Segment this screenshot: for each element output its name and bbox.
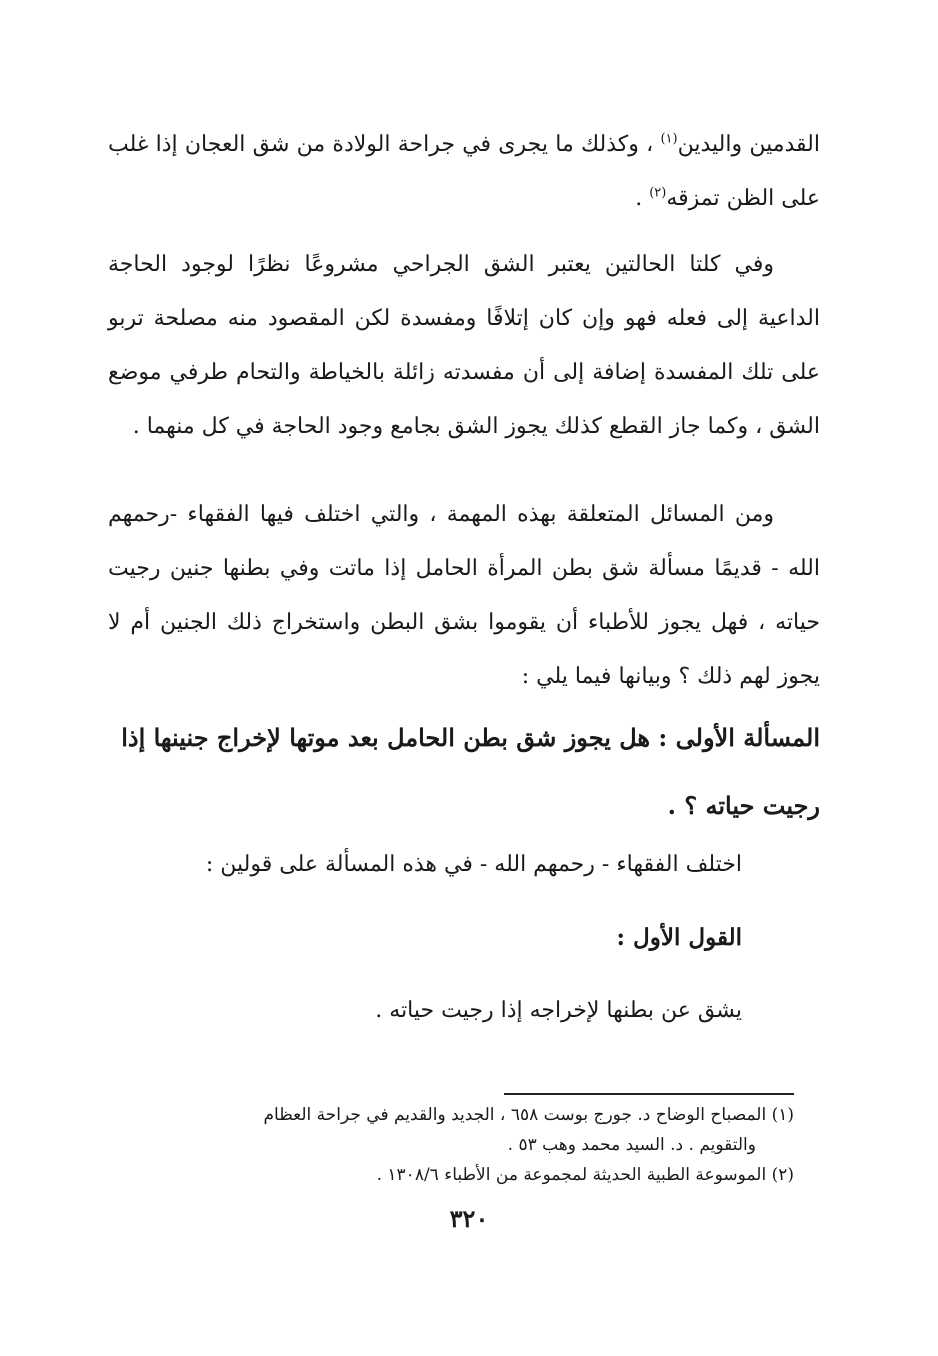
paragraph-2: وفي كلتا الحالتين يعتبر الشق الجراحي مشروعًا نظرًا لوجود الحاجة الداعية إلى فعله فهو وإن كان إتلافًا ومفسدة لكن المقصود منه مصلحة تربو على تلك المفسدة إضافة إلى أن مفسدته زائلة بالخياطة والتحام طرفي موضع الشق ، وكما جاز القطع كذلك يجوز الشق بجامع وجود الحاجة في كل منهما . <box>108 252 820 439</box>
section-heading: المسألة الأولى : هل يجوز شق بطن الحامل بعد موتها لإخراج جنينها إذا رجيت حياته ؟ . <box>121 723 820 820</box>
footnote-1-line-2: والتقويم . د. السيد محمد وهب ٥٣ . <box>507 1135 756 1155</box>
first-opinion-text: يشق عن بطنها لإخراجه إذا رجيت حياته . <box>375 998 742 1023</box>
page-number: ٣٢٠ <box>449 1204 489 1233</box>
footnote-2: (٢) الموسوعة الطبية الحديثة لمجموعة من الأطباء ١٣٠٨/٦ . <box>376 1165 794 1185</box>
footnote-ref-2: (٢) <box>649 185 667 201</box>
first-opinion-title: القول الأول : <box>616 924 742 951</box>
disagreement-line: اختلف الفقهاء - رحمهم الله - في هذه المسألة على قولين : <box>205 852 742 877</box>
footnote-1-line-1: (١) المصباح الوضاح د. جورج بوست ٦٥٨ ، الجديد والقديم في جراحة العظام <box>263 1105 794 1125</box>
footnotes <box>104 1100 794 1190</box>
footnote-divider <box>504 1093 794 1095</box>
paragraph-1-text-b: ، وكذلك ما يجرى في جراحة الولادة من شق العجان إذا غلب على الظن تمزقه <box>108 132 820 211</box>
paragraph-1-text-a: القدمين واليدين <box>677 132 820 157</box>
footnote-ref-1: (١) <box>660 131 678 147</box>
paragraph-1-text-c: . <box>635 186 650 211</box>
paragraph-1 <box>108 118 820 226</box>
paragraph-3: ومن المسائل المتعلقة بهذه المهمة ، والتي اختلف فيها الفقهاء -رحمهم الله - قديمًا مسألة شق بطن المرأة الحامل إذا ماتت وفي بطنها جنين رجيت حياته ، فهل يجوز للأطباء أن يقوموا بشق البطن واستخراج ذلك الجنين أم لا يجوز لهم ذلك ؟ وبيانها فيما يلي : <box>108 502 820 689</box>
